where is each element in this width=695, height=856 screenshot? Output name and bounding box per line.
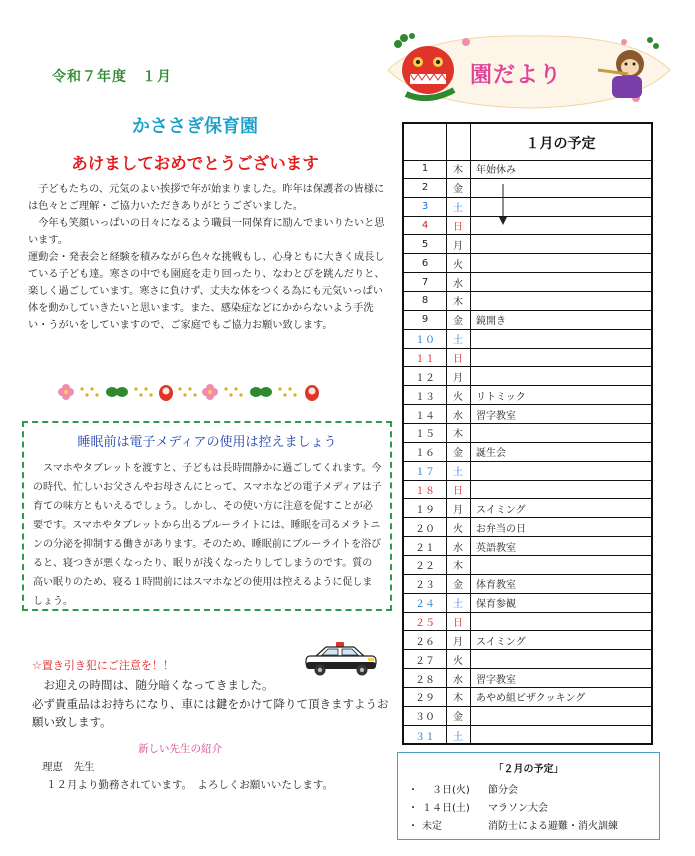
calendar-weekday: 月 xyxy=(453,504,463,516)
february-event: 節分会 xyxy=(488,785,518,796)
calendar-date: 3 xyxy=(421,201,429,213)
sleep-media-title: 睡眠前は電子メディアの使用は控えましょう xyxy=(77,435,337,450)
intro-text xyxy=(28,181,390,334)
calendar-date: ２５ xyxy=(415,618,435,630)
year-month-heading: 令和７年度 １月 xyxy=(52,69,172,85)
calendar-date: ３０ xyxy=(415,712,435,724)
calendar-row xyxy=(404,424,651,443)
gold-dots-icon xyxy=(224,387,242,396)
calendar-date: ２４ xyxy=(415,599,435,611)
calendar-date: 5 xyxy=(421,238,429,250)
calendar-weekday: 月 xyxy=(453,240,463,252)
calendar-rows xyxy=(404,160,651,743)
calendar-row xyxy=(404,688,651,707)
calendar-row xyxy=(404,292,651,311)
february-event: 消防士による避難・消火訓練 xyxy=(488,821,618,832)
january-calendar xyxy=(402,122,653,745)
theft-warning-line: お迎えの時間は、随分暗くなってきました。 xyxy=(32,678,274,692)
calendar-event: 体育教室 xyxy=(476,580,516,592)
intro-paragraph: 子どもたちの、元気のよい挨拶で年が始まりました。昨年は保護者の皆様には色々とご理解・ご協力いただきありがとうございました。 xyxy=(28,184,385,212)
calendar-row xyxy=(404,179,651,198)
calendar-date: 1 xyxy=(421,163,429,175)
calendar-date: ２０ xyxy=(415,523,435,535)
calendar-row xyxy=(404,499,651,518)
february-date: ３日(火) xyxy=(422,785,470,796)
calendar-row xyxy=(404,254,651,273)
gold-dots-icon xyxy=(80,387,98,396)
calendar-weekday: 木 xyxy=(453,693,463,705)
calendar-row xyxy=(404,405,651,424)
calendar-date: 7 xyxy=(421,276,429,288)
calendar-event: 習字教室 xyxy=(476,410,516,422)
down-arrow-icon xyxy=(498,184,508,226)
calendar-date: ２３ xyxy=(415,580,435,592)
calendar-row xyxy=(404,235,651,254)
february-item xyxy=(408,781,518,796)
calendar-event: 習字教室 xyxy=(476,674,516,686)
theft-warning-text xyxy=(32,676,392,732)
february-date: 未定 xyxy=(422,821,442,832)
calendar-event: あやめ組ピザクッキング xyxy=(476,693,586,705)
calendar-title: １月の予定 xyxy=(525,136,596,152)
calendar-date: 6 xyxy=(421,257,429,269)
calendar-row xyxy=(404,311,651,330)
calendar-row xyxy=(404,330,651,349)
calendar-date: １２ xyxy=(415,372,435,384)
calendar-weekday: 月 xyxy=(453,372,463,384)
february-item xyxy=(408,817,618,832)
calendar-weekday: 日 xyxy=(453,618,463,630)
calendar-row xyxy=(404,707,651,726)
calendar-row xyxy=(404,349,651,368)
calendar-event: 保育参観 xyxy=(476,599,516,611)
calendar-row xyxy=(404,594,651,613)
calendar-event: お弁当の日 xyxy=(476,523,526,535)
intro-paragraph: 今年も笑顔いっぱいの日々になるよう職員一同保育に励んでまいりたいと思います。 xyxy=(28,218,385,246)
calendar-weekday: 水 xyxy=(453,674,463,686)
calendar-weekday: 土 xyxy=(453,335,463,347)
february-date: １４日(土) xyxy=(422,803,470,814)
calendar-row xyxy=(404,537,651,556)
new-year-greeting: あけましておめでとうございます xyxy=(71,154,319,173)
calendar-row xyxy=(404,481,651,500)
calendar-event: スイミング xyxy=(476,504,526,516)
calendar-weekday: 木 xyxy=(453,429,463,441)
calendar-weekday: 火 xyxy=(453,259,463,271)
calendar-row xyxy=(404,367,651,386)
new-teacher-title: 新しい先生の紹介 xyxy=(138,743,222,755)
intro-paragraph: 運動会・発表会と経験を積みながら色々な挑戦もし、心身ともに大きく成長している子ども達。寒さの中でも園庭を走り回ったり、なわとびを跳んだりと、楽しく過ごしています。寒さに負けず、丈夫な体をつくる為にも元気いっぱい体を動かしていきたいと思います。また、感染症などにかからないよう手洗い・うがいをしていますので、ご家庭でもご協力お願い致します。 xyxy=(28,252,385,331)
calendar-weekday: 金 xyxy=(453,316,463,328)
plum-flower-icon xyxy=(58,384,74,400)
calendar-weekday: 土 xyxy=(453,467,463,479)
theft-warning-title: ☆置き引き犯にご注意を！！ xyxy=(32,659,174,672)
calendar-weekday: 土 xyxy=(453,731,463,743)
calendar-date: ２９ xyxy=(415,693,435,705)
february-bullet: ・ xyxy=(408,821,418,832)
calendar-row xyxy=(404,650,651,669)
newsletter-title: 園だより xyxy=(470,63,563,88)
calendar-date: １５ xyxy=(415,429,435,441)
calendar-weekday: 日 xyxy=(453,354,463,366)
calendar-date: ２７ xyxy=(415,655,435,667)
calendar-date: １３ xyxy=(415,391,435,403)
plum-flower-icon xyxy=(202,384,218,400)
calendar-weekday: 土 xyxy=(453,599,463,611)
new-year-divider xyxy=(56,382,356,402)
calendar-weekday: 日 xyxy=(453,486,463,498)
calendar-row xyxy=(404,160,651,179)
gold-dots-icon xyxy=(278,387,296,396)
february-bullet: ・ xyxy=(408,785,418,796)
calendar-date: １９ xyxy=(415,504,435,516)
calendar-weekday: 木 xyxy=(453,165,463,177)
theft-warning-line: 必ず貴重品はお持ちになり、車には鍵をかけて降りて頂きますようお願い致します。 xyxy=(32,696,389,729)
calendar-date: 8 xyxy=(421,295,429,307)
daruma-icon xyxy=(305,385,319,401)
pine-icon xyxy=(250,387,272,397)
calendar-date: １４ xyxy=(415,410,435,422)
february-item xyxy=(408,799,548,814)
calendar-date: １６ xyxy=(415,448,435,460)
new-teacher-name: 理恵 先生 xyxy=(42,761,95,773)
february-schedule-box xyxy=(397,752,660,840)
calendar-date: 2 xyxy=(421,182,429,194)
calendar-row xyxy=(404,198,651,217)
calendar-weekday: 火 xyxy=(453,523,463,535)
school-name: かささぎ保育園 xyxy=(132,116,258,137)
calendar-header xyxy=(404,124,651,161)
calendar-weekday: 金 xyxy=(453,448,463,460)
calendar-event: 誕生会 xyxy=(476,448,506,460)
gold-dots-icon xyxy=(134,387,152,396)
calendar-event: 年始休み xyxy=(476,165,516,177)
calendar-row xyxy=(404,273,651,292)
february-event: マラソン大会 xyxy=(488,803,548,814)
calendar-row xyxy=(404,575,651,594)
calendar-row xyxy=(404,613,651,632)
police-car-icon xyxy=(302,640,380,680)
calendar-date: １０ xyxy=(415,335,435,347)
calendar-event: リトミック xyxy=(476,391,526,403)
calendar-date: １７ xyxy=(415,467,435,479)
calendar-row xyxy=(404,726,651,745)
daruma-icon xyxy=(159,385,173,401)
calendar-weekday: 火 xyxy=(453,655,463,667)
calendar-event: スイミング xyxy=(476,636,526,648)
calendar-event: 鏡開き xyxy=(476,316,506,328)
calendar-date: ２１ xyxy=(415,542,435,554)
calendar-date: 4 xyxy=(421,220,429,231)
calendar-row xyxy=(404,556,651,575)
calendar-weekday: 金 xyxy=(453,580,463,592)
calendar-weekday: 水 xyxy=(453,278,463,290)
calendar-weekday: 月 xyxy=(453,636,463,648)
calendar-row xyxy=(404,386,651,405)
new-teacher-text: １２月より勤務されています。 よろしくお願いいたします。 xyxy=(46,779,334,791)
february-bullet: ・ xyxy=(408,803,418,814)
calendar-date: ２８ xyxy=(415,674,435,686)
calendar-row xyxy=(404,462,651,481)
pine-icon xyxy=(106,387,128,397)
calendar-date: ３１ xyxy=(415,731,435,743)
calendar-weekday: 木 xyxy=(453,297,463,309)
calendar-row xyxy=(404,631,651,650)
calendar-date: １８ xyxy=(415,486,435,498)
calendar-date: 9 xyxy=(421,314,429,326)
calendar-weekday: 日 xyxy=(453,222,463,233)
gold-dots-icon xyxy=(178,387,196,396)
calendar-date: ２６ xyxy=(415,636,435,648)
calendar-date: ２２ xyxy=(415,561,435,573)
calendar-row xyxy=(404,443,651,462)
calendar-row xyxy=(404,518,651,537)
calendar-weekday: 土 xyxy=(453,203,463,215)
sleep-media-text: スマホやタブレットを渡すと、子どもは長時間静かに過ごしてくれます。今の時代、忙しいお父さんやお母さんにとって、スマホなどの電子メディアは子育ての味方ともいえるでしょう。しかし、その使い方に注意を促すことが必要です。スマホやタブレットから出るブルーライトには、睡眠を司るメラトニンの分泌を抑制する働きがあります。そのため、睡眠前にブルーライトを浴びると、寝つきが悪くなったり、眠りが浅くなったりしてしまうのです。質の高い眠りのため、寝る１時間前にはスマホなどの使用は控えるように促しましょう。 xyxy=(33,463,382,607)
calendar-weekday: 水 xyxy=(453,542,463,554)
calendar-row xyxy=(404,669,651,688)
sleep-media-box xyxy=(22,421,392,611)
calendar-weekday: 水 xyxy=(453,410,463,422)
calendar-date: １１ xyxy=(415,354,435,366)
calendar-weekday: 金 xyxy=(453,712,463,724)
calendar-weekday: 金 xyxy=(453,184,463,196)
calendar-row xyxy=(404,217,651,236)
calendar-weekday: 火 xyxy=(453,391,463,403)
february-title: 「２月の予定」 xyxy=(493,764,564,775)
calendar-event: 英語教室 xyxy=(476,542,516,554)
calendar-weekday: 木 xyxy=(453,561,463,573)
